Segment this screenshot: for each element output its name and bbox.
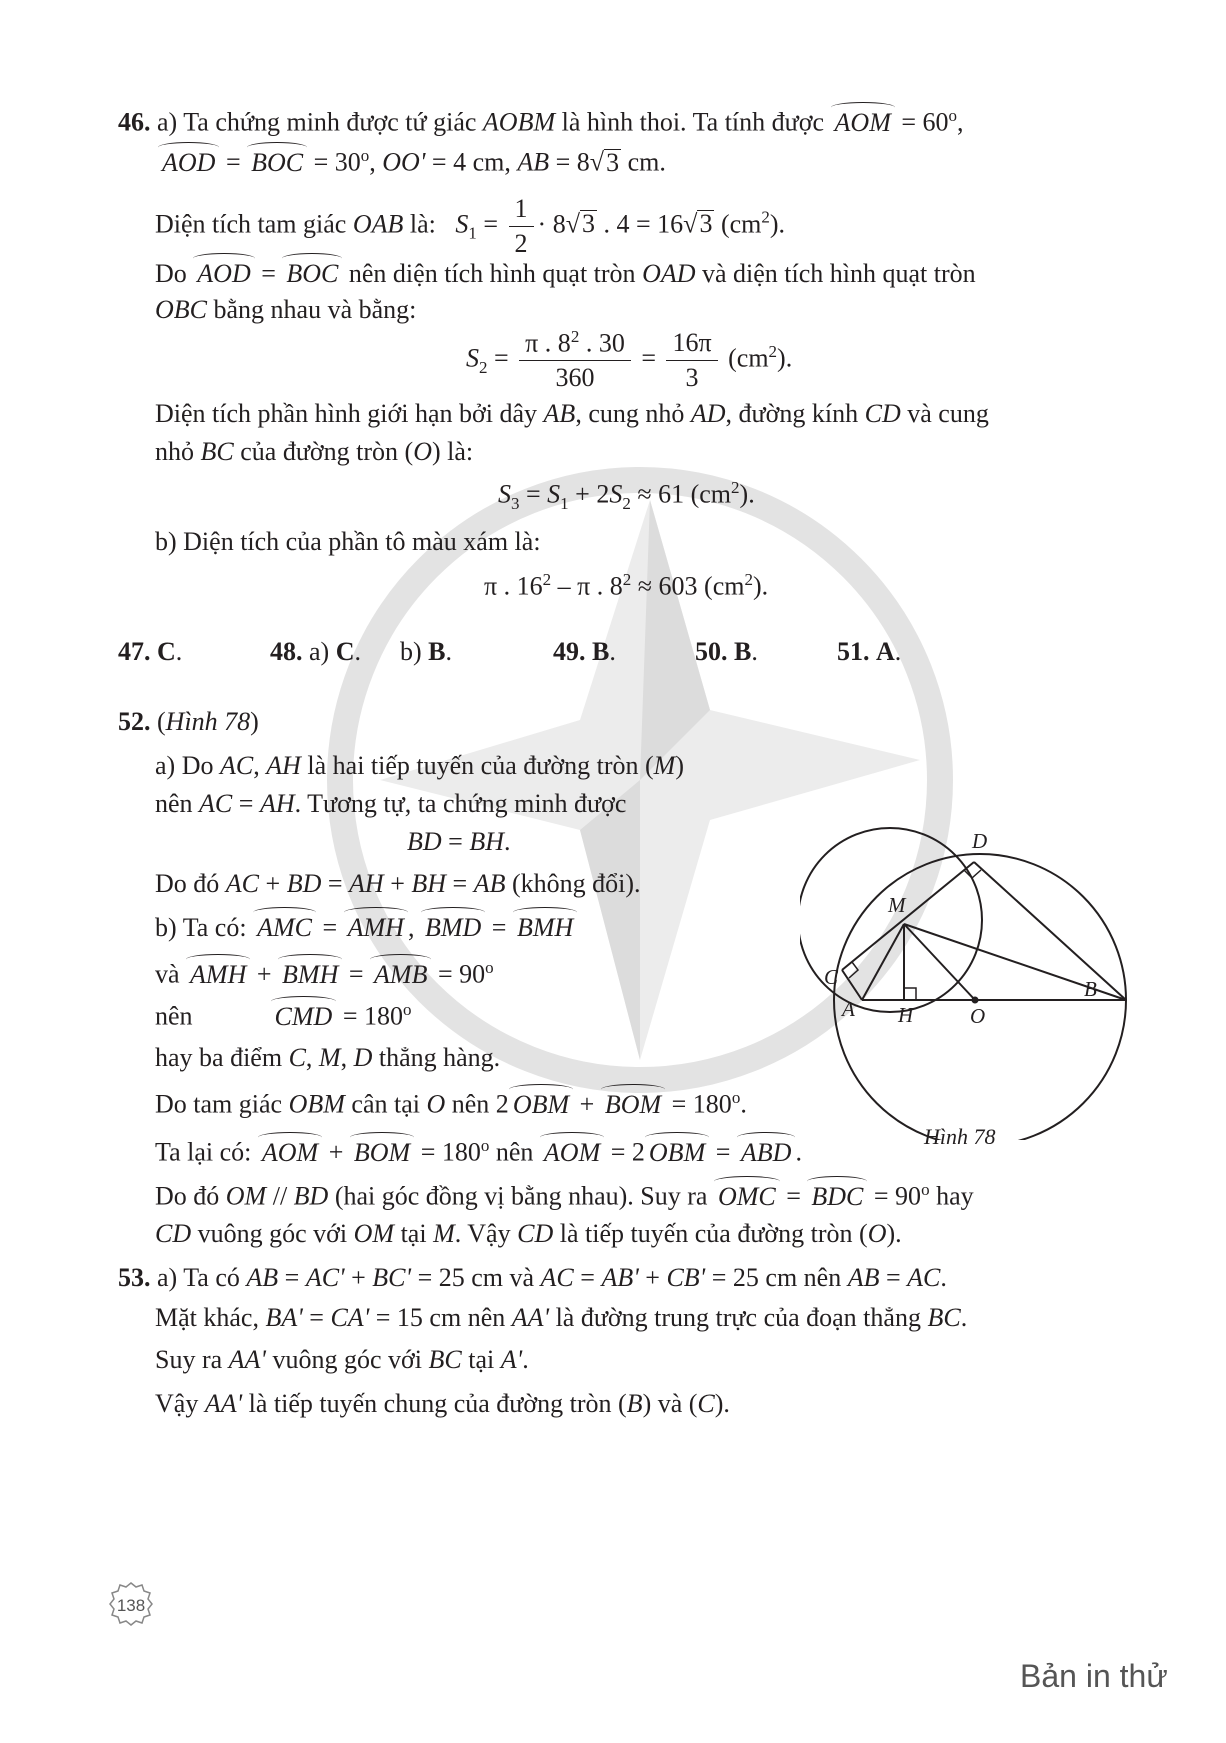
ex52-line-0: 52. (Hình 78) [118,707,259,736]
ex52-line-5: b) Ta có: AMC = AMH , BMD = BMH [155,912,577,943]
label-b: B [1084,977,1097,1001]
segment-bd [974,862,1126,1000]
ex53-line-3: Suy ra AA' vuông góc với BC tại A'. [155,1345,529,1374]
ex46-number: 46. [118,107,151,137]
figure-78 [800,820,1130,1140]
answer-51: 51. A. [837,637,902,666]
right-angle-d [964,870,981,878]
ex52-line-3: BD = BH. [407,827,511,856]
answer-50: 50. B. [695,637,758,666]
page-number-badge [108,1581,154,1627]
ex46-line-3: Diện tích tam giác OAB là: $S_1$ = $\frac{1}{2}$ · 8√3 . 4 = 16√3 $(cm^2)$. [155,194,786,258]
ex52-line-8: hay ba điểm C, M, D thẳng hàng. [155,1043,501,1072]
page-number: 138 [116,1596,146,1615]
ex46-line-9: $S_3 = S_1 + 2S_2 \approx 61$ $(cm^2)$. [498,478,755,513]
draft-print-label: Bản in thử [1020,1658,1168,1694]
ex46-line-4: Do AOD = BOC nên diện tích hình quạt tròn OAD và diện tích hình quạt tròn [155,259,976,288]
answer-47: 47. C. [118,637,183,666]
label-c: C [824,965,839,989]
label-m: M [888,893,906,917]
label-h: H [898,1003,914,1027]
ex46-line-6: $S_2$ = $\frac{\pi . 8^2 . 30}{360}$ = $\frac{16\pi}{3}$ $(cm^2)$. [466,327,793,393]
ex52-line-12: CD vuông góc với OM tại M. Vậy CD là tiếp tuyến của đường tròn (O). [155,1219,902,1248]
answer-49: 49. B. [553,637,616,666]
label-d: D [972,829,988,853]
ex52-line-4: Do đó AC + BD = AH + BH = AB (không đổi). [155,869,641,898]
ex46-line-8: nhỏ BC của đường tròn (O) là: [155,437,474,466]
ex46-line-10: b) Diện tích của phần tô màu xám là: [155,527,541,556]
answer-48: 48. a) C. b) B. [270,637,452,666]
ex46-line-11: π . $16^2$ – π . $8^2 \approx 603$ $(cm^2)$. [484,570,769,601]
ex46-line-1: 46. a) Ta chứng minh được tứ giác AOBM là hình thoi. Ta tính được AOM = $60^o$, [118,106,964,137]
point-o [972,997,979,1004]
ex52-line-2: nên AC = AH. Tương tự, ta chứng minh được [155,789,627,818]
ex46-line-5: OBC bằng nhau và bằng: [155,295,417,324]
ex46-line-7: Diện tích phần hình giới hạn bởi dây AB, cung nhỏ AD, đường kính CD và cung [155,399,989,428]
label-a: A [842,997,855,1021]
right-angle-h [904,988,916,1000]
ex53-line-2: Mặt khác, BA' = CA' = 15 cm nên AA' là đường trung trực của đoạn thẳng BC. [155,1303,968,1332]
ex52-line-6: và AMH + BMH = AMB = $90^o$ [155,958,494,989]
ex52-line-9: Do tam giác OBM cân tại O nên 2 OBM + BOM = $180^o$. [155,1088,747,1119]
ex53-line-1: 53. a) Ta có AB = AC' + BC' = 25 cm và AC = AB' + CB' = 25 cm nên AB = AC. [118,1263,947,1292]
figure-caption: Hình 78 [924,1124,996,1149]
ex46-line-2: AOD = BOC = $30^o$, OO' = 4 cm, AB = 8√3 cm. [158,146,666,178]
ex52-line-10: Ta lại có: AOM + BOM = $180^o$ nên AOM = 2 OBM = ABD . [155,1136,802,1167]
label-o: O [970,1004,986,1028]
ex52-line-7: nên CMD = $180^o$ [155,1000,412,1031]
ex52-line-11: Do đó OM // BD (hai góc đồng vị bằng nhau). Suy ra OMC = BDC = $90^o$ hay [155,1180,974,1211]
ex52-line-1: a) Do AC, AH là hai tiếp tuyến của đường tròn (M) [155,751,684,780]
ex53-line-4: Vậy AA' là tiếp tuyến chung của đường tròn (B) và (C). [155,1389,730,1418]
